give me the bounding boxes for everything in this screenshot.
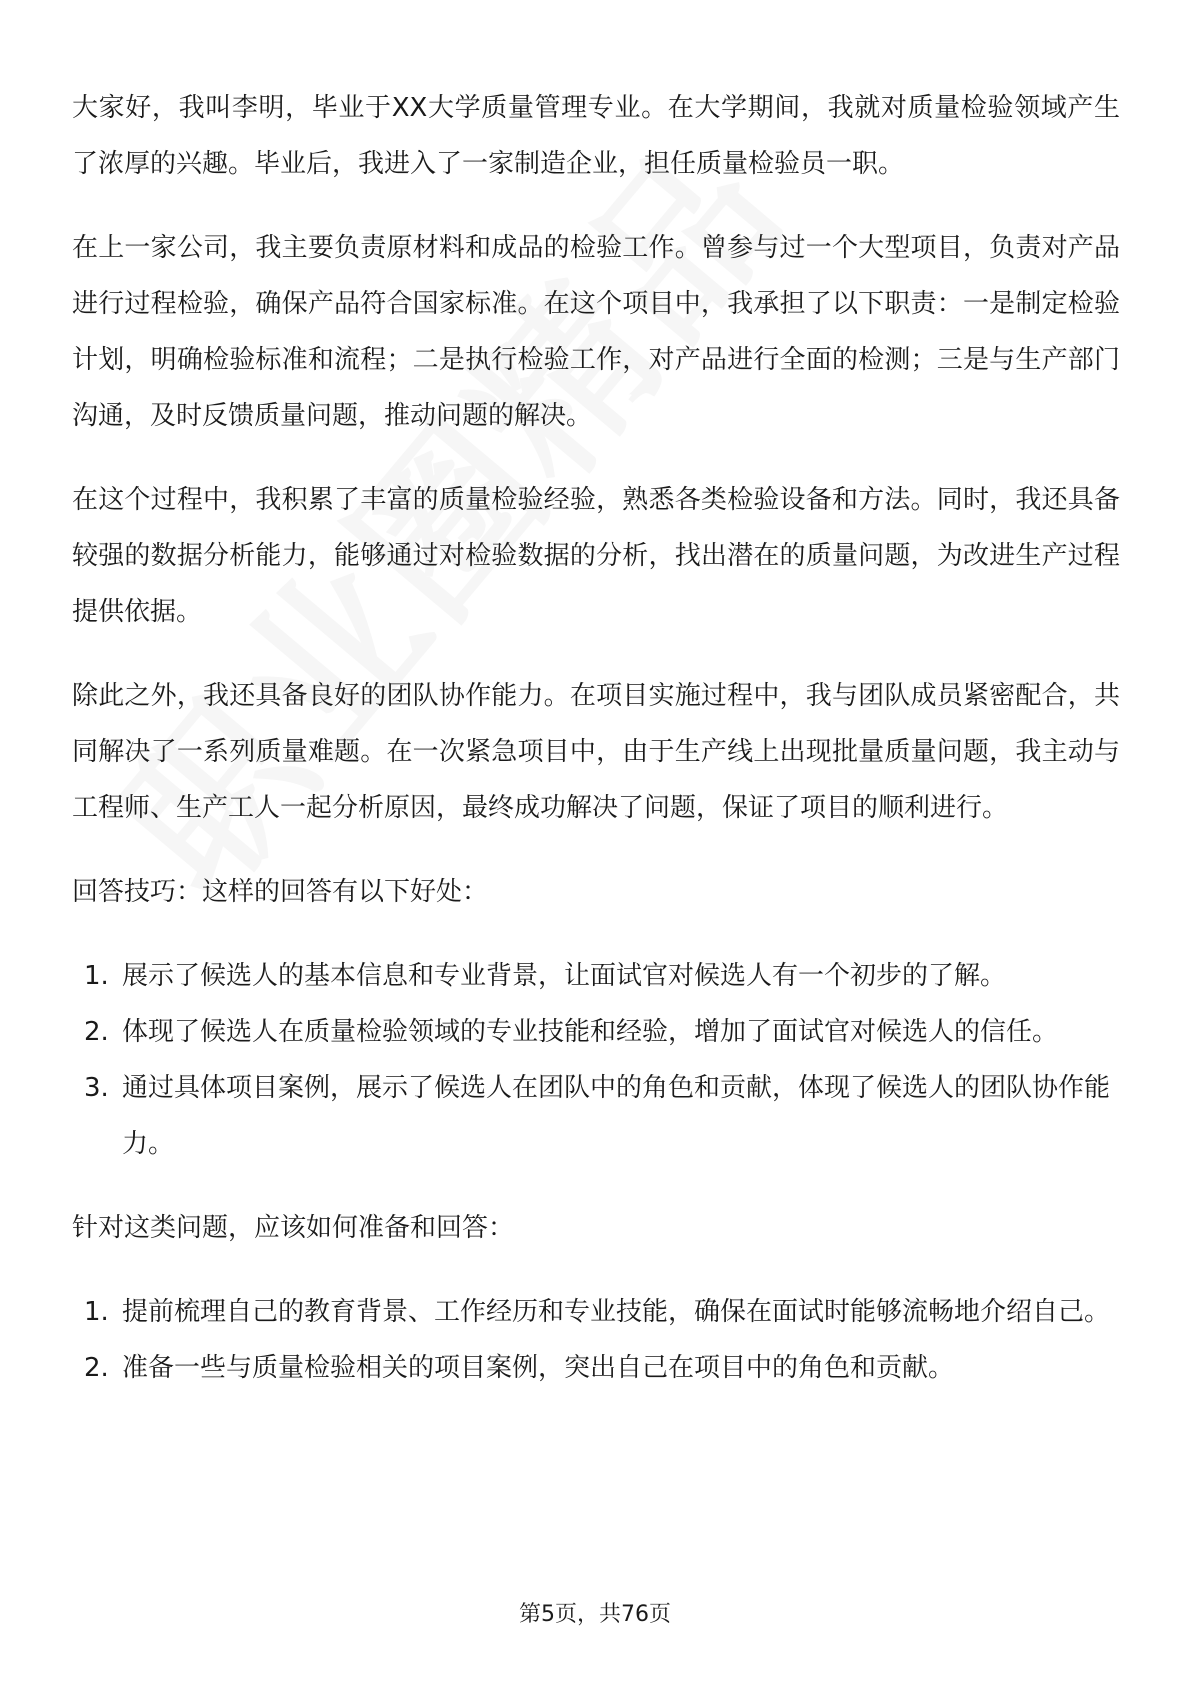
list-item (72, 1004, 1120, 1060)
list-item (72, 1060, 1120, 1172)
list-item-text: 体现了候选人在质量检验领域的专业技能和经验，增加了面试官对候选人的信任。 (122, 1017, 1059, 1047)
list-item-text: 提前梳理自己的教育背景、工作经历和专业技能，确保在面试时能够流畅地介绍自己。 (122, 1297, 1111, 1327)
list-item-text: 展示了候选人的基本信息和专业背景，让面试官对候选人有一个初步的了解。 (122, 961, 1007, 991)
list-number: 2. (84, 1017, 109, 1047)
paragraph-teamwork: 除此之外，我还具备良好的团队协作能力。在项目实施过程中，我与团队成员紧密配合，共同解决了一系列质量难题。在一次紧急项目中，由于生产线上出现批量质量问题，我主动与工程师、生产工人一起分析原因，最终成功解决了问题，保证了项目的顺利进行。 (72, 681, 1120, 823)
list-number: 1. (84, 1297, 109, 1327)
list-item (72, 1340, 1120, 1396)
paragraph-responsibilities: 在上一家公司，我主要负责原材料和成品的检验工作。曾参与过一个大型项目，负责对产品进行过程检验，确保产品符合国家标准。在这个项目中，我承担了以下职责：一是制定检验计划，明确检验标准和流程；二是执行检验工作，对产品进行全面的检测；三是与生产部门沟通，及时反馈质量问题，推动问题的解决。 (72, 233, 1120, 431)
list-number: 3. (84, 1073, 109, 1103)
paragraph-intro: 大家好，我叫李明，毕业于XX大学质量管理专业。在大学期间，我就对质量检验领域产生了浓厚的兴趣。毕业后，我进入了一家制造企业，担任质量检验员一职。 (72, 93, 1120, 179)
prep-heading: 针对这类问题，应该如何准备和回答： (72, 1213, 515, 1243)
list-number: 2. (84, 1353, 109, 1383)
list-number: 1. (84, 961, 109, 991)
list-item-text: 通过具体项目案例，展示了候选人在团队中的角色和贡献，体现了候选人的团队协作能力。 (122, 1073, 1111, 1159)
tips-heading: 回答技巧：这样的回答有以下好处： (72, 877, 489, 907)
list-item-text: 准备一些与质量检验相关的项目案例，突出自己在项目中的角色和贡献。 (122, 1353, 955, 1383)
tips-list (72, 948, 1120, 1172)
list-item (72, 1284, 1120, 1340)
list-item (72, 948, 1120, 1004)
prep-list (72, 1284, 1120, 1396)
page-footer: 第5页，共76页 (519, 1602, 671, 1627)
paragraph-experience: 在这个过程中，我积累了丰富的质量检验经验，熟悉各类检验设备和方法。同时，我还具备较强的数据分析能力，能够通过对检验数据的分析，找出潜在的质量问题，为改进生产过程提供依据。 (72, 485, 1120, 627)
document-body (72, 80, 1120, 1424)
